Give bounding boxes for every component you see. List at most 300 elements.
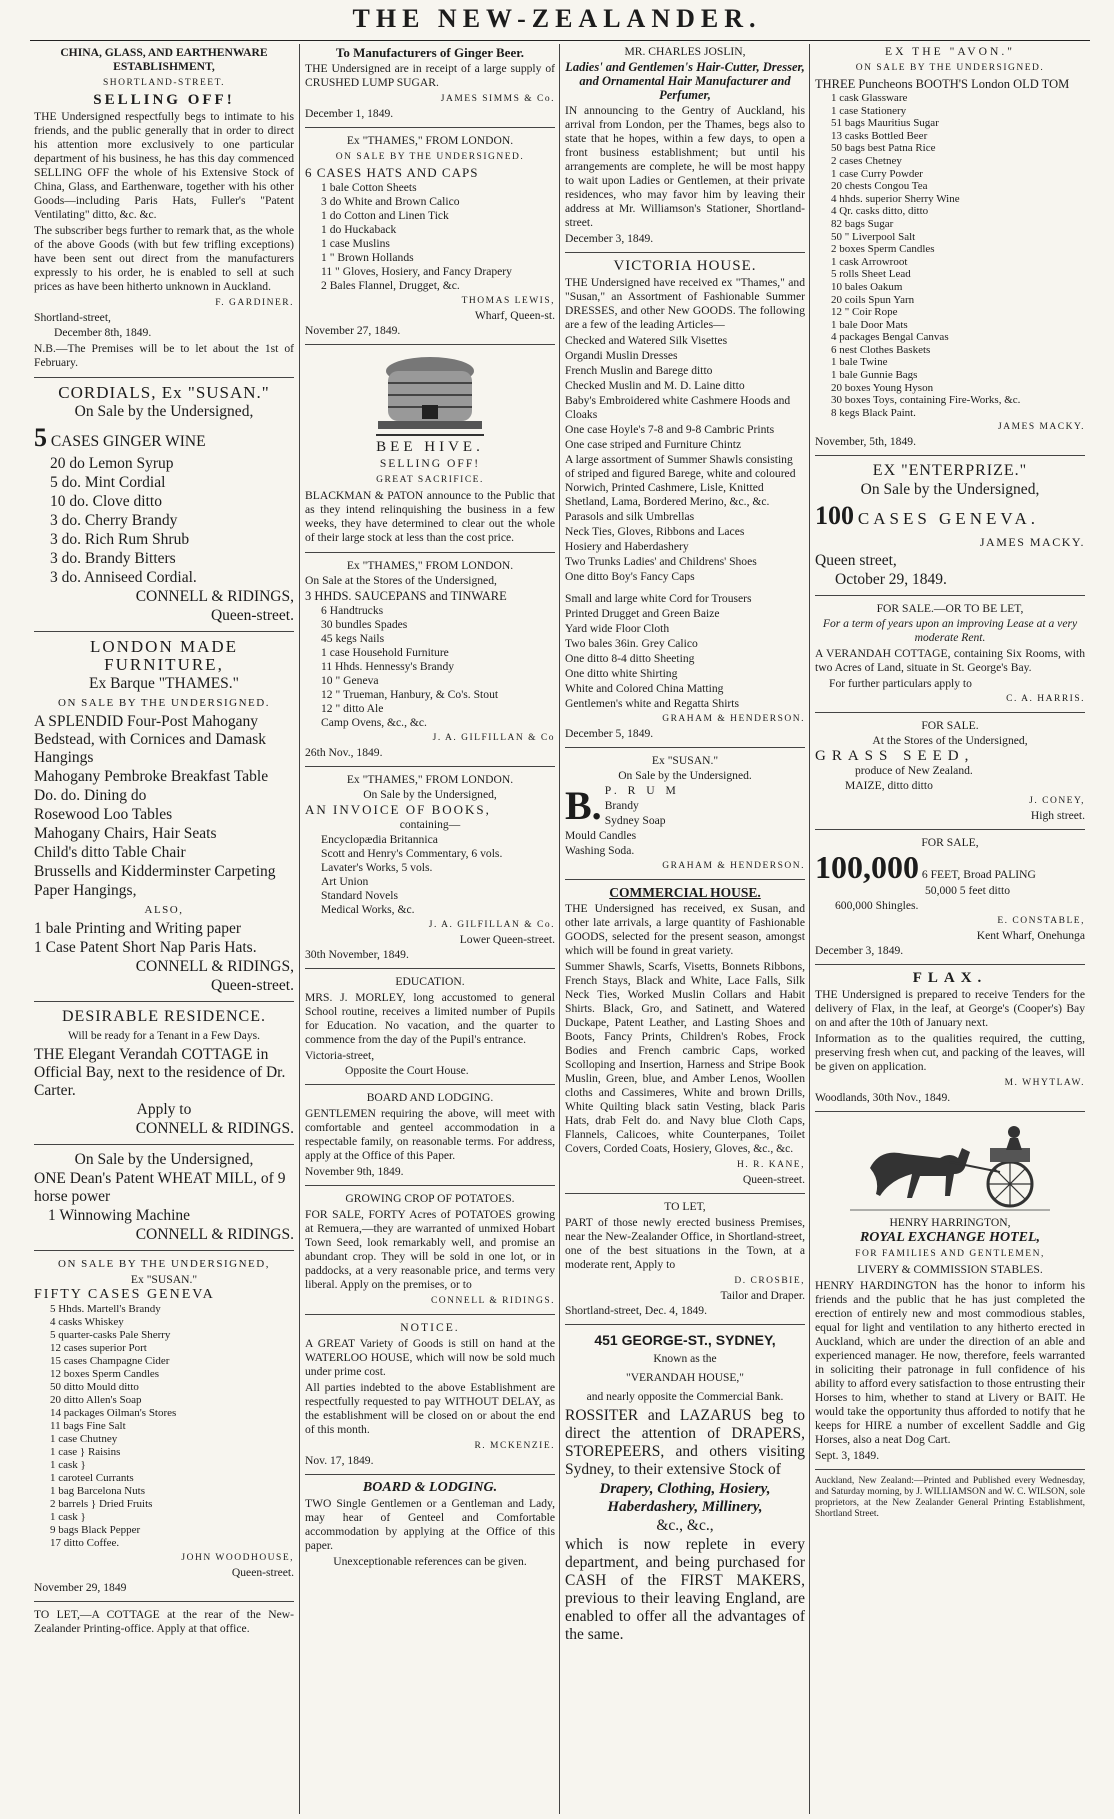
list-item: Baby's Embroidered white Cashmere Hoods and Cloaks [565,394,791,421]
list-item: 8 kegs Black Paint. [831,406,916,419]
list-item: Rosewood Loo Tables [34,806,173,823]
ad-subheading: Known as the [653,1353,717,1365]
ad-bee-hive [305,351,555,553]
ad-board-lodging-2 [305,1481,555,1569]
ad-location: Victoria-street, [305,1049,375,1062]
ad-signature: JOHN WOODHOUSE, [181,1553,294,1563]
ad-heading: ON SALE BY THE UNDERSIGNED, [58,1258,270,1270]
ad-intro: On Sale by the Undersigned, [74,403,254,420]
list-item: 1 caroteel Currants [50,1472,134,1484]
list-item: 20 boxes Young Hyson [831,381,934,394]
ad-body: MRS. J. MORLEY, long accustomed to general School routine, receives a limited number of Pupils for Education. No vacation, and the quarter to commence from the day of the Pupil's entrance. [305,991,555,1046]
list-item: 15 cases Champagne Cider [50,1355,170,1367]
ad-cordials [34,384,294,632]
list-item: Yard wide Floor Cloth [565,622,670,635]
ad-heading: LONDON MADE FURNITURE, [89,637,239,674]
column-divider [559,44,560,1814]
list-item: 1 bale Door Mats [831,318,908,331]
ad-body: HENRY HARDINGTON has the honor to inform his friends and the public that he has just completed the erection of entirely new and most commodious stables, equal for light and ventilation to any hitherto erected in Auckland, which are under the direction of an able and experienced manager. He now, therefore, feels warranted in soliciting their patronage in full confidence of his ability to afford every satisfaction to those entrusting their Horses to him, whether to stand at Livery or BAIT. He would take the opportunity thus afforded to notify that he keeps for HIRE a number of excellent Saddle and Gig Horses, also a neat Dog Cart. [815,1279,1085,1447]
item-list [815,92,1085,419]
ad-board-lodging [305,1091,555,1186]
ad-date: November 29, 1849 [34,1581,127,1594]
list-item: 10 " Geneva [321,674,379,687]
ad-first-item: CASES GENEVA. [857,509,1039,529]
list-item: 20 coils Spun Yarn [831,293,915,306]
list-item: Checked and Watered Silk Visettes [565,334,728,347]
imprint-text: Auckland, New Zealand:—Printed and Published every Wednesday, and Saturday morning, by J. WILLIAMSON and W. C. WILSON, sole proprietors, at the New Zealander General Printing Establishment, Shortland Street. [815,1476,1085,1520]
ad-signature: CONNELL & RIDINGS, [135,588,294,605]
list-item: Lavater's Works, 5 vols. [321,861,433,874]
list-item: 1 Winnowing Machine [48,1207,191,1224]
ad-books [305,773,555,969]
list-item: 50 " Liverpool Salt [831,230,916,243]
ad-signature: CONNELL & RIDINGS. [430,1296,555,1306]
ad-signature: CONNELL & RIDINGS, [135,958,294,975]
ad-subheading: Ladies' and Gentlemen's Hair-Cutter, Dresser, and Ornamental Hair Manufacturer and Perfumer, [565,60,805,102]
list-item: 3 do. Cherry Brandy [50,512,178,529]
ad-intro: On Sale by the Undersigned, [860,481,1040,499]
list-item: 12 " ditto Ale [321,702,384,715]
ad-signature: M. WHYTLAW. [1004,1078,1085,1089]
ad-desirable-residence [34,1008,294,1145]
list-item: Camp Ovens, &c., &c. [321,716,427,729]
list-item: Two bales 36in. Grey Calico [565,637,698,650]
ad-heading: FOR SALE, [921,836,979,850]
ad-heading: COMMERCIAL HOUSE. [609,885,761,900]
ad-signature: J. A. GILFILLAN & Co. [428,920,555,930]
list-item: 9 bags Black Pepper [50,1524,141,1536]
ad-date: November, 5th, 1849. [815,435,916,449]
ad-heading: BOARD & LODGING. [362,1480,498,1495]
ad-subheading: LIVERY & COMMISSION STABLES. [857,1263,1043,1277]
list-item: One ditto Boy's Fancy Caps [565,570,695,583]
ad-ex-avon [815,45,1085,456]
list-item: Art Union [321,875,369,888]
list-item: produce of New Zealand. [855,764,973,778]
list-item: 20 ditto Allen's Soap [50,1394,142,1406]
item-list [34,1303,294,1550]
ad-signature: GRAHAM & HENDERSON. [662,861,805,871]
ad-heading: TO LET, [664,1200,706,1213]
ad-also: ALSO, [144,904,184,916]
column-divider [299,44,300,1814]
ad-intro: On Sale at the Stores of the Undersigned, [305,574,497,587]
ad-date: Sept. 3, 1849. [815,1449,880,1463]
ad-first-item: GRASS SEED, [815,748,975,765]
list-item: Sydney Soap [604,814,666,827]
list-item: Gentlemen's white and Regatta Shirts [565,697,740,710]
ad-heading: MR. CHARLES JOSLIN, [624,45,746,58]
ad-signature: C. A. HARRIS. [1006,694,1085,705]
ad-body: THE Undersigned have received ex "Thames," and "Susan," an Assortment of Fashionable Summer DRESSES, and other New GOODS. The following are a few of the leading Articles— [565,276,805,331]
ad-body: TO LET,—A COTTAGE at the rear of the New-Zealander Printing-office. Apply at that office. [34,1608,294,1635]
ad-royal-exchange-hotel [815,1118,1085,1470]
list-item: 2 Bales Flannel, Drugget, &c. [321,279,460,292]
list-item: 12 boxes Sperm Candles [50,1368,160,1380]
list-item: Paper Hangings, [34,882,137,899]
ad-first-item: AN INVOICE OF BOOKS, [305,802,491,817]
ad-body: ONE Dean's Patent WHEAT MILL, of 9 horse power [34,1170,286,1205]
ad-signature: J. CONEY, [1029,796,1085,807]
list-item: 5 rolls Sheet Lead [831,268,911,281]
list-item: Mahogany Chairs, Hair Seats [34,825,217,842]
ad-subheading: Ex Barque "THAMES." [89,675,239,692]
list-item: 1 case Muslins [321,237,390,250]
ad-subheading: SHORTLAND-STREET. [102,78,226,88]
list-item: 45 kegs Nails [321,632,385,645]
ad-intro: On Sale by the Undersigned, [74,1151,254,1168]
ad-date: November 9th, 1849. [305,1165,404,1178]
ad-signature: CONNELL & RIDINGS. [135,1226,294,1243]
ad-apply: Apply to [136,1101,192,1118]
list-item: 10 bales Oakum [831,280,903,293]
ad-subheading: ROYAL EXCHANGE HOTEL, [859,1230,1041,1246]
ad-heading: 451 GEORGE-ST., SYDNEY, [594,1332,776,1348]
list-item: One ditto white Shirting [565,667,678,680]
list-item: 2 boxes Sperm Candles [831,243,935,256]
list-item: 11 " Gloves, Hosiery, and Fancy Drapery [321,265,512,278]
ad-first-item: 6 CASES HATS AND CAPS [305,165,479,180]
ad-signature: JAMES MACKY. [998,422,1085,433]
ad-body: A SPLENDID Four-Post Mahogany Bedstead, with Cornices and Damask Hangings [34,713,267,766]
list-item: One case Hoyle's 7-8 and 9-8 Cambric Prints [565,423,775,436]
ad-intro: ON SALE BY THE UNDERSIGNED. [58,697,270,709]
ad-heading: FOR SALE.—OR TO BE LET, [876,602,1024,616]
ad-subheading: Will be ready for a Tenant in a Few Days. [67,1030,261,1042]
list-item: 2 cases Chetney [831,154,902,167]
ad-body: IN announcing to the Gentry of Auckland, his arrival from London, per the Thames, begs also to state that he hopes, within a few days, to open a front business establishment; but until his arrangements are complete, he will be most happy to wait upon Ladies or Gentlemen, at their private residences, who may favor him by leaving their address at Mr. Williamson's Stationer, Shortland-street. [565,104,805,229]
ad-heading: GROWING CROP OF POTATOES. [345,1192,515,1205]
list-item: 1 bag Barcelona Nuts [50,1485,145,1497]
ad-location: Queen-street. [742,1173,805,1186]
list-item: 1 do Huckaback [321,223,397,236]
horse-and-gig-icon [850,1118,1050,1214]
ad-first-item: CASES GINGER WINE [50,433,206,450]
ad-location: Queen-street. [210,977,294,994]
list-item: 6 Handtrucks [321,604,384,617]
list-item: Do. do. Dining do [34,787,147,804]
list-item: 1 bale Gunnie Bags [831,369,918,382]
ad-cottage-to-let [34,1608,294,1636]
ad-quantity: 100 [815,501,854,531]
ad-signature: JAMES SIMMS & Co. [440,94,555,104]
ad-heading: DESIRABLE RESIDENCE. [62,1008,266,1025]
ad-body: which is now replete in every department, and being purchased for CASH of the FIRST MAKERS, previous to their leaving England, are enabled to offer all the advantages of the same. [565,1536,805,1643]
ad-paling [815,836,1085,965]
ad-signature: GRAHAM & HENDERSON. [662,714,805,724]
list-item: 3 do. Anniseed Cordial. [50,569,197,586]
ad-subheading: FOR FAMILIES AND GENTLEMEN, [855,1249,1045,1260]
ad-thames-saucepans [305,559,555,767]
list-item: Mahogany Pembroke Breakfast Table [34,768,269,785]
ad-subheading: ON SALE BY THE UNDERSIGNED. [335,152,525,162]
ad-intro: On Sale by the Undersigned. [618,769,752,782]
ad-body: Summer Shawls, Scarfs, Visetts, Bonnets Ribbons, French Stays, Black and White, Lace Falls, Silk Neck Ties, Worked Muslin Collars and Habit Shirts. Black, Gro, and Satinett, and Watered Duckape, Patent Leather, and Lasting Shoes and Boots, Fancy Prints, Children's Robes, Frock Bodies and French cambric Caps, worked Scolloping and Insertion, Harness and Stripe Book Muslin, Green, blue, and Amber Lenos, Woollen cloths and Cassimeres, White and brown Drills, White Quilting black satin Vesting, black Paris Hats, drab Felt do. and Navy blue Cloth Caps, Flannels, Calicoes, white Counterpanes, Toilet Covers, Corded Coats, Hosiery, Gloves, &c., &c. [565,960,805,1155]
ad-education [305,975,555,1085]
ad-location: Kent Wharf, Onehunga [976,929,1085,943]
ad-date: December 5, 1849. [565,727,654,740]
list-item: 6 nest Clothes Baskets [831,343,931,356]
list-item: 1 bale Twine [831,356,888,369]
ad-signature: R. MCKENZIE. [474,1441,555,1451]
ad-signature: H. R. KANE, [737,1160,805,1170]
ad-geneva-susan [34,1257,294,1602]
ad-heading: EX THE "AVON." [885,45,1015,58]
list-item: 14 packages Oilman's Stores [50,1407,177,1419]
ad-heading: HENRY HARRINGTON, [889,1216,1011,1230]
list-item: Printed Drugget and Green Baize [565,607,720,620]
list-item: 2 barrels } Dried Fruits [50,1498,153,1510]
ad-location: High street. [1030,809,1085,823]
ad-heading: EX "ENTERPRIZE." [872,462,1028,480]
ad-signature: THOMAS LEWIS, [461,296,555,306]
ad-contains: containing— [399,818,461,831]
ad-date: December 8th, 1849. [54,326,152,339]
list-item: 1 bale Cotton Sheets [321,181,417,194]
list-item: 17 ditto Coffee. [50,1537,120,1549]
ad-subheading: For a term of years upon an improving Lease at a very moderate Rent. [822,617,1078,645]
ad-body: THE Undersigned is prepared to receive Tenders for the delivery of Flax, in the leaf, at George's (Cooper's) Bay on and after the 10th of January next. [815,988,1085,1030]
masthead: THE NEW-ZEALANDER. [352,4,762,33]
ad-date: November 27, 1849. [305,324,401,337]
list-item: Scott and Henry's Commentary, 6 vols. [321,847,503,860]
list-item: 1 case Chutney [50,1433,118,1445]
list-item: 5 do. Mint Cordial [50,474,166,491]
list-item: 12 cases superior Port [50,1342,147,1354]
list-item: Checked Muslin and M. D. Laine ditto [565,379,745,392]
ad-location: Wharf, Queen-st. [474,309,555,322]
ad-date: December 3, 1849. [815,944,904,958]
ad-wheat-mill [34,1151,294,1251]
ad-location: Queen-street. [231,1566,294,1579]
list-item: 10 do. Clove ditto [50,493,162,510]
list-item: 3 do. Rich Rum Shrub [50,531,190,548]
list-item: 12 " Trueman, Hanbury, & Co's. Stout [321,688,499,701]
list-item: Brandy [604,799,639,812]
ad-date: 26th Nov., 1849. [305,746,383,759]
ad-body: THE Elegant Verandah COTTAGE in Official Bay, next to the residence of Dr. Carter. [34,1046,286,1099]
top-rule [30,40,1090,41]
list-item: 4 packages Bengal Canvas [831,331,949,344]
list-item: 20 chests Congou Tea [831,180,928,193]
ad-body: Information as to the qualities required, the cutting, preserving fresh when cut, and packing of the leaves, will be given on application. [815,1032,1085,1074]
list-item: Parasols and silk Umbrellas [565,510,695,523]
ad-heading: CHINA, GLASS, AND EARTHENWARE ESTABLISHMENT, [60,46,268,73]
list-item: 3 do. Brandy Bitters [50,550,176,567]
ad-susan-rum [565,754,805,880]
ad-signature: D. CROSBIE, [734,1276,805,1286]
ad-intro: On Sale by the Undersigned, [363,788,497,801]
ad-date: October 29, 1849. [835,571,947,589]
bee-hive-illustration [305,351,555,437]
ad-subheading: GREAT SACRIFICE. [376,475,484,485]
ad-body: PART of those newly erected business Premises, near the New-Zealander Office, in Shortland-street, one of the best situations in the Town, at a moderate rent, Apply to [565,1216,805,1271]
column-3 [565,44,805,1814]
list-item: 3 do White and Brown Calico [321,195,460,208]
list-item: Small and large white Cord for Trousers [565,592,752,605]
list-item: 50 ditto Mould ditto [50,1381,139,1393]
ad-signature: E. CONSTABLE, [997,916,1085,927]
column-4 [815,44,1085,1814]
list-item: 4 casks Whiskey [50,1316,124,1328]
list-item: 13 casks Bottled Beer [831,129,928,142]
list-item: 12 " Coir Rope [831,306,898,319]
ad-etc: &c., &c., [656,1517,714,1534]
ad-thames-hats [305,134,555,345]
ad-notice [305,1321,555,1475]
ad-to-let-premises [565,1200,805,1325]
ad-location: Queen-street. [210,607,294,624]
list-item: 1 cask Glassware [831,92,908,104]
ad-subheading: "VERANDAH HOUSE," [626,1372,744,1384]
ad-title: SELLING OFF! [93,92,235,108]
ad-body: A VERANDAH COTTAGE, containing Six Rooms, with two Acres of Land, situate in St. George's Bay. [815,647,1085,675]
list-item: One ditto 8-4 ditto Sheeting [565,652,695,665]
ad-date: Woodlands, 30th Nov., 1849. [815,1091,951,1105]
ad-heading: FOR SALE. [921,719,979,733]
horse-gig-illustration [815,1118,1085,1214]
ad-heading: To Manufacturers of Ginger Beer. [335,45,525,60]
ad-signature: F. GARDINER. [215,298,294,308]
ad-body: GENTLEMEN requiring the above, will meet with comfortable and genteel accommodation in a respectable family, on reasonable terms. For address, apply at the Office of this Paper. [305,1107,555,1162]
column-1 [34,44,294,1814]
ad-heading: BEE HIVE. [376,439,484,455]
ad-date: December 1, 1849. [305,107,394,120]
list-item: 82 bags Sugar [831,217,894,230]
ad-heading: FLAX. [912,970,988,987]
list-item: 1 case } Raisins [50,1446,121,1458]
ad-flax [815,971,1085,1112]
list-item: A large assortment of Summer Shawls consisting of striped and figured Barege, white and coloured Norwich, Printed Cashmere, Lisle, Knitted Shetland, Lama, Bordered Merino, &c., &c. [565,453,796,508]
list-item: 4 hhds. superior Sherry Wine [831,192,960,205]
list-item: 4 Qr. casks ditto, ditto [831,205,929,218]
list-item: 1 case Stationery [831,104,907,117]
ad-first-item: THREE Puncheons BOOTH'S London OLD TOM [815,77,1070,91]
ad-heading: CORDIALS, Ex "SUSAN." [58,383,270,402]
ad-grass-seed [815,719,1085,830]
list-item: 1 do Cotton and Linen Tick [321,209,449,222]
ad-commercial-house [565,886,805,1194]
list-item: MAIZE, ditto ditto [845,779,933,793]
list-item: 1 Case Patent Short Nap Paris Hats. [34,939,257,956]
list-item: 1 case Curry Powder [831,167,923,180]
column-divider [809,44,810,1814]
ad-location: Opposite the Court House. [345,1064,469,1077]
list-item: 1 " Brown Hollands [321,251,414,264]
ad-signature: Tailor and Draper. [720,1289,805,1302]
ad-body: TWO Single Gentlemen or a Gentleman and Lady, may hear of Genteel and Comfortable accommodation by applying at the Office of this paper. [305,1497,555,1552]
ad-date: December 3, 1849. [565,232,654,245]
ad-body: The subscriber begs further to remark that, as the whole of the above Goods (with but few trifling exceptions) have been sent out direct from the manufacturers expressly to his order, he is enabled to sell at such prices as have been hitherto unknown in Auckland. [34,224,294,293]
list-item: 1 cask } [50,1511,86,1523]
list-item: 1 case Household Furniture [321,646,449,659]
ad-heading: Ex "THAMES," FROM LONDON. [346,773,514,786]
list-item: Organdi Muslin Dresses [565,349,678,362]
bee-hive-icon [370,351,490,437]
ad-goods: Drapery, Clothing, Hosiery, Haberdashery, Millinery, [599,1481,771,1515]
list-item: 50,000 5 feet ditto [925,884,1011,898]
ad-body: BLACKMAN & PATON announce to the Public that as they intend relinquishing the business in a few weeks, they have determined to clear out the whole of their large stock at less than the cost price. [305,489,555,544]
list-item: Neck Ties, Gloves, Ribbons and Laces [565,525,745,538]
imprint [815,1476,1085,1520]
ad-china-glass [34,46,294,378]
ad-body: FOR SALE, FORTY Acres of POTATOES growing at Remuera,—they are warranted of unmixed Hobart Town Seed, look remarkably well, and promise an abundant crop. They will be sold in one lot, or in paddocks, at a very reasonable price, and terms very liberal. Apply on the premises, or to [305,1208,555,1291]
list-item: Standard Novels [321,889,398,902]
list-item: Medical Works, &c. [321,903,415,916]
list-item: Encyclopædia Britannica [321,833,438,846]
list-item: 6 FEET, Broad PALING [921,868,1036,882]
ad-date: Nov. 17, 1849. [305,1454,374,1467]
ad-ginger-beer [305,46,555,128]
list-item: 11 Hhds. Hennessy's Brandy [321,660,455,673]
ad-body: A GREAT Variety of Goods is still on hand at the WATERLOO HOUSE, which will now be sold much under prime cost. [305,1337,555,1378]
ad-heading: Ex "THAMES," FROM LONDON. [346,559,514,572]
ad-body: THE Undersigned respectfully begs to intimate to his friends, and the public generally that in order to direct his attention more exclusively to one particular department of his business, he has this day commenced SELLING OFF the whole of his Extensive Stock of China, Glass, and Earthenware, together with his other Goods—including Paris Hats, Fuller's "Patent Ventilating" ditto, &c. &c. [34,110,294,221]
ad-signature: CONNELL & RIDINGS. [135,1120,294,1137]
ad-note: N.B.—The Premises will be to let about the 1st of February. [34,342,294,369]
list-item: Brussells and Kidderminster Carpeting [34,863,276,880]
ad-date: Shortland-street, Dec. 4, 1849. [565,1304,707,1317]
ad-apply: For further particulars apply to [829,677,972,691]
ad-date: 30th November, 1849. [305,948,409,961]
column-2 [305,44,555,1814]
list-item: 50 bags best Patna Rice [831,142,936,155]
ad-subheading: Ex "SUSAN." [130,1273,198,1286]
ad-subheading: ON SALE BY THE UNDERSIGNED. [855,63,1045,73]
ad-subheading: SELLING OFF! [379,457,481,470]
ad-body: THE Undersigned has received, ex Susan, and other late arrivals, a large quantity of Fashionable GOODS, selected for the present season, amongst which will be found in great variety. [565,902,805,957]
ad-george-st-sydney [565,1331,805,1644]
ad-heading: BOARD AND LODGING. [366,1091,494,1104]
list-item: 51 bags Mauritius Sugar [831,117,939,130]
ad-london-furniture [34,638,294,1002]
list-item: French Muslin and Barege ditto [565,364,713,377]
list-item: 1 cask } [50,1459,86,1471]
list-item: White and Colored China Matting [565,682,724,695]
list-item: Two Trunks Ladies' and Childrens' Shoes [565,555,757,568]
ad-victoria-house [565,259,805,748]
ad-heading: EDUCATION. [395,975,465,988]
list-item: Child's ditto Table Chair [34,844,186,861]
ad-heading: Ex "THAMES," FROM LONDON. [346,134,514,147]
list-item: Washing Soda. [565,844,635,857]
ad-heading: VICTORIA HOUSE. [613,258,757,274]
list-item: 5 quarter-casks Pale Sherry [50,1329,171,1341]
list-item: 11 bags Fine Salt [50,1420,126,1432]
ad-intro: At the Stores of the Undersigned, [872,734,1028,748]
list-item: P. R U M [604,784,680,797]
ad-ex-enterprize [815,462,1085,596]
ad-location: Lower Queen-street. [459,933,555,946]
ad-signature: JAMES MACKY. [979,535,1085,550]
list-item: 30 bundles Spades [321,618,408,631]
list-item: Hosiery and Haberdashery [565,540,689,553]
ad-quantity: 5 [34,423,47,452]
ad-location: Queen street, [815,552,897,570]
list-item: 600,000 Shingles. [835,899,919,913]
ad-first-item: FIFTY CASES GENEVA [34,1287,215,1302]
ad-subheading: and nearly opposite the Commercial Bank. [586,1391,784,1403]
list-item: 20 do Lemon Syrup [50,455,174,472]
ad-heading: NOTICE. [400,1321,460,1334]
list-item: Mould Candles [565,829,637,842]
ad-body: ROSSITER and LAZARUS beg to direct the attention of DRAPERS, STOREPEERS, and others visiting Sydney, to their extensive Stock of [565,1407,805,1478]
ad-quantity: 100,000 [815,849,919,886]
list-item: 1 cask Arrowroot [831,255,908,268]
ad-body: All parties indebted to the above Establishment are respectfully requested to pay WITHOUT DELAY, as the establishment will be closed on or about the end of this month. [305,1381,555,1436]
ad-heading: Ex "SUSAN." [651,754,719,767]
list-item: 30 boxes Toys, containing Fire-Works, &c. [831,394,1021,407]
